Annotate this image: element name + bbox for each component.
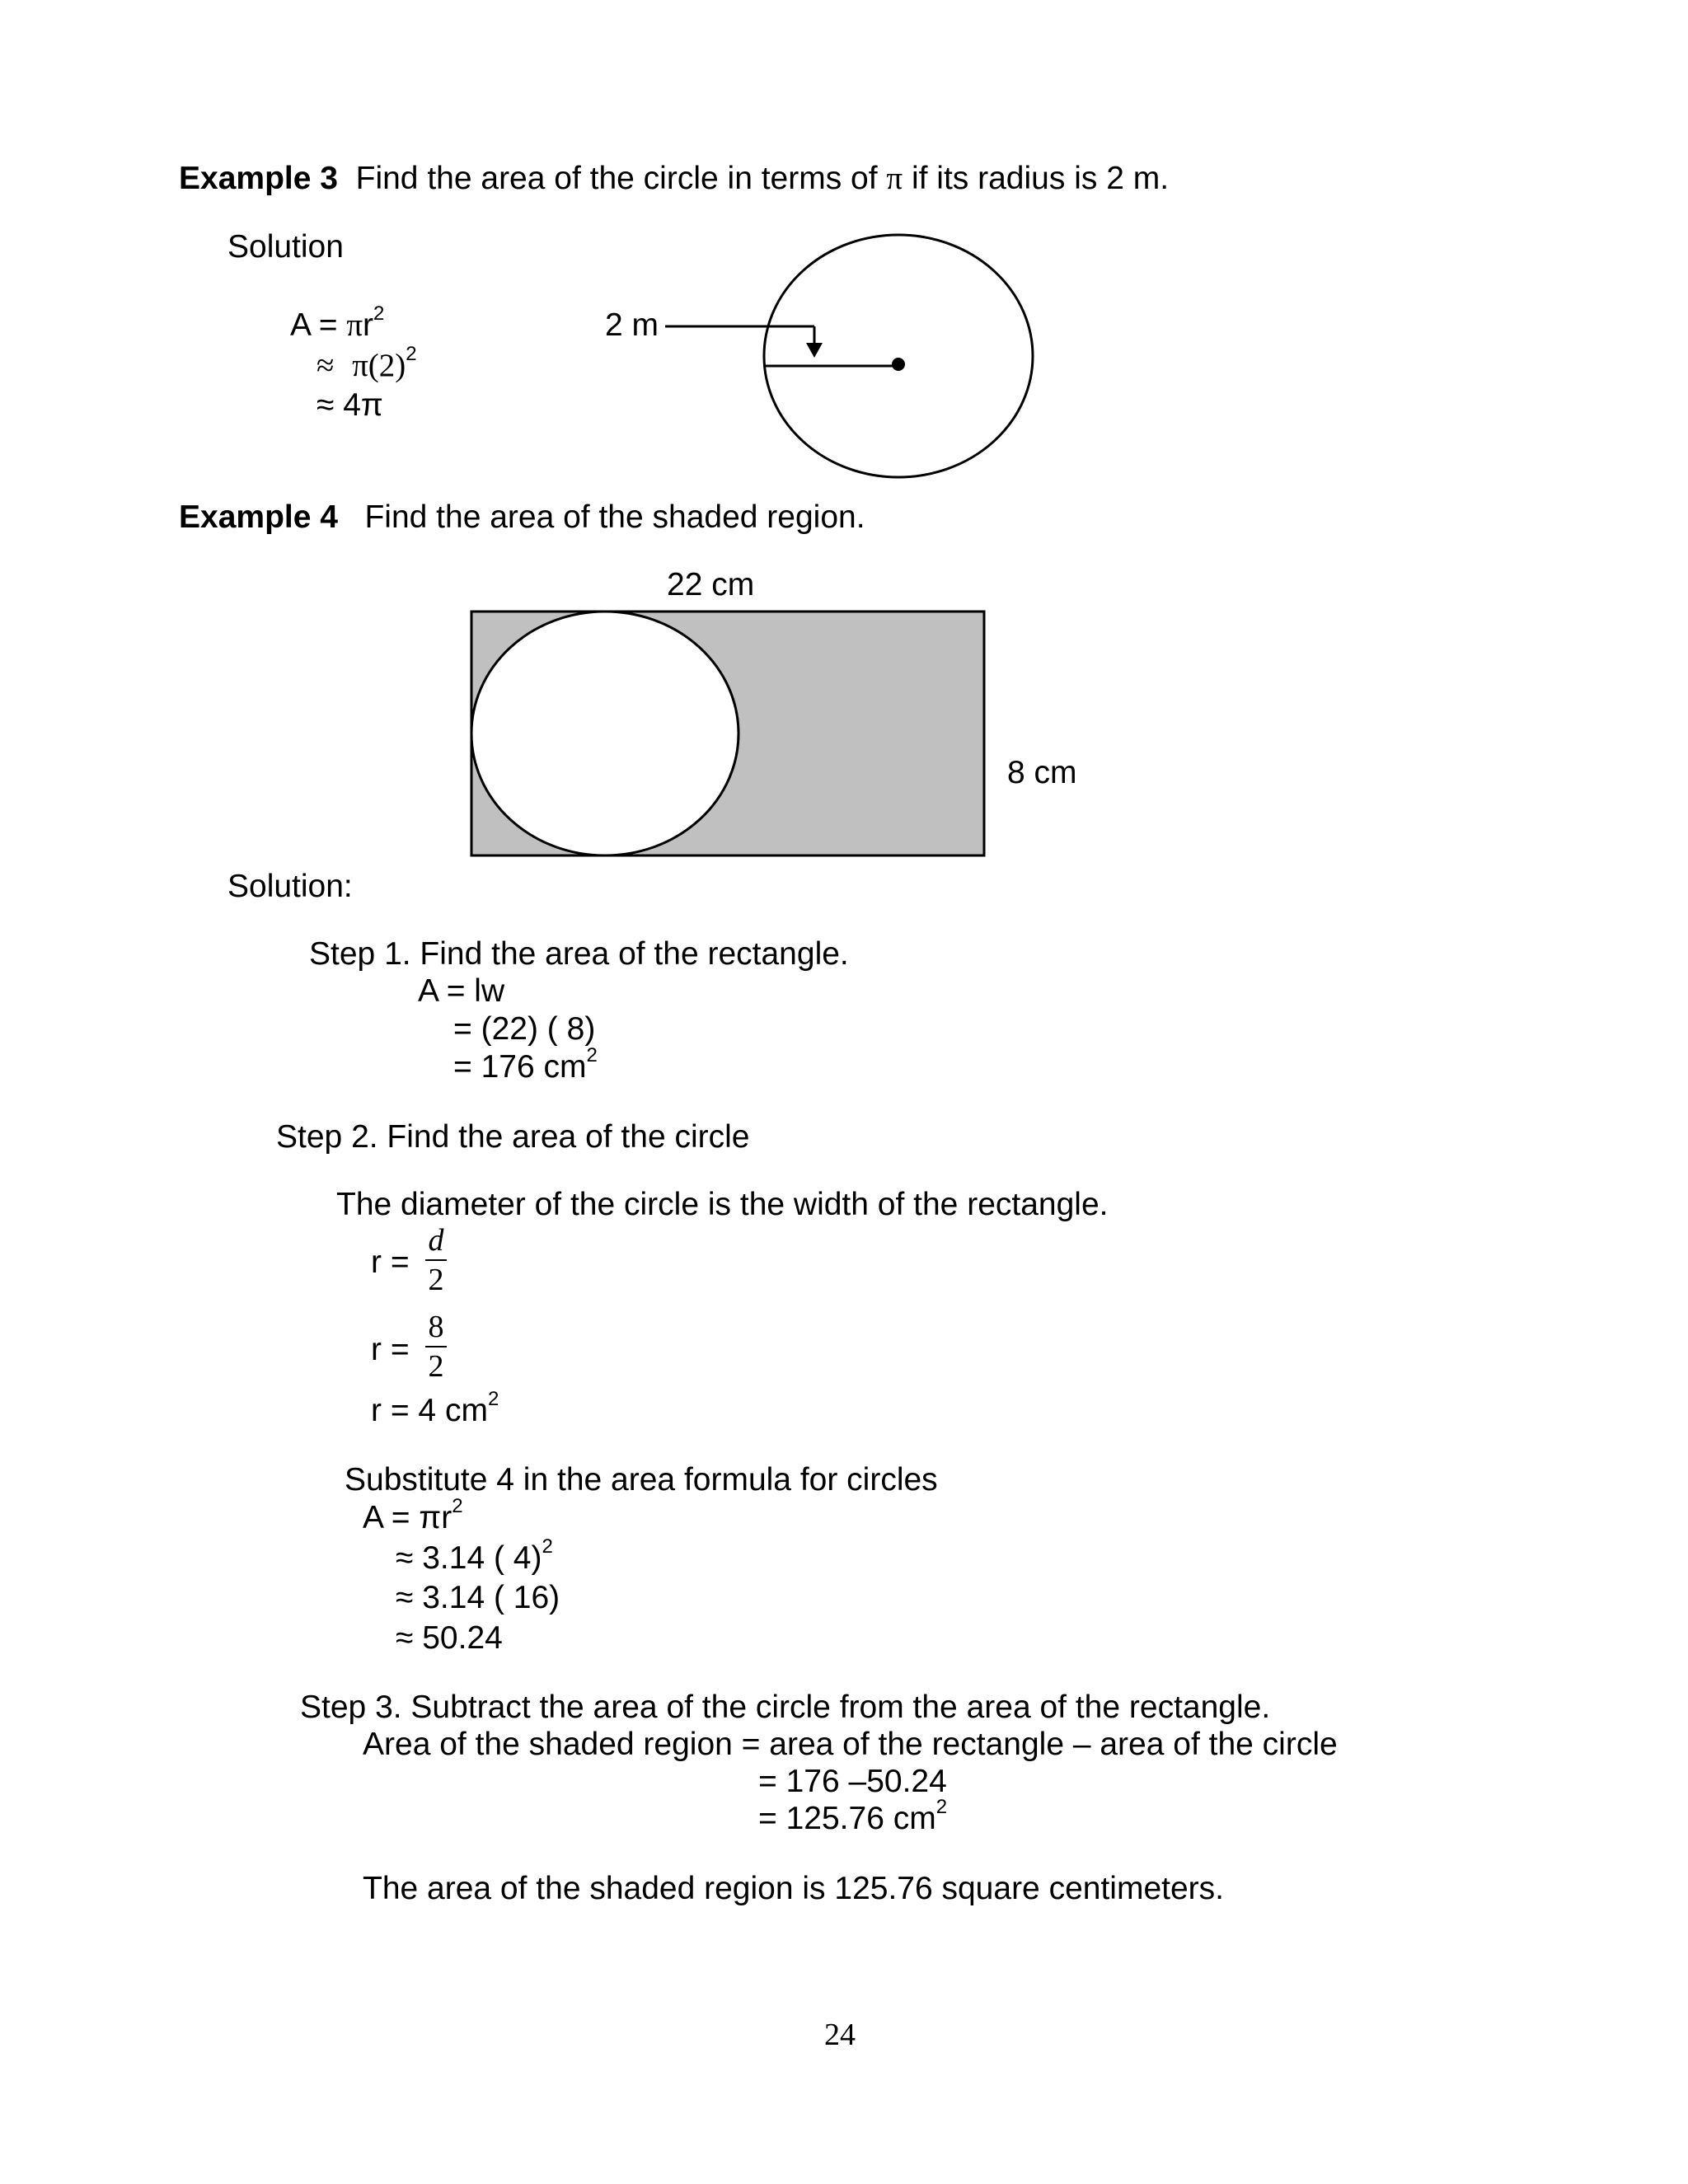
circle-outline <box>764 235 1033 477</box>
fraction-denominator: 2 <box>428 1349 444 1384</box>
example3-label: Example 3 <box>179 161 338 196</box>
step3-title: Step 3. Subtract the area of the circle from the area of the rectangle. <box>300 1690 1271 1725</box>
page-number: 24 <box>824 2018 856 2052</box>
radius-equation-1-lhs: r = <box>371 1244 410 1280</box>
circle-area-line3: ≈ 3.14 ( 16) <box>396 1580 560 1615</box>
example3-circle-diagram <box>665 235 1033 477</box>
substitute-text: Substitute 4 in the area formula for circles <box>345 1462 938 1497</box>
step1-line3: = 176 $cm^2$ <box>453 1044 598 1085</box>
circle-area-line4: ≈ 50.24 <box>396 1620 503 1656</box>
example4-solution-label: Solution: <box>227 869 353 904</box>
example3-radius-label: 2 m <box>605 307 659 343</box>
step3-line1: Area of the shaded region = area of the rectangle – area of the circle <box>363 1727 1338 1762</box>
example4-shaded-diagram <box>471 612 984 855</box>
step1-line1: A = lw <box>418 973 505 1009</box>
example3-prompt-a: Find the area of the circle in terms of <box>355 161 887 196</box>
step3-line3: = 125.76 $cm^2$ <box>758 1796 948 1836</box>
example3-area-substitution: ≈ $\pi(2)^2$ <box>316 343 417 383</box>
example3-area-result: ≈ 4π <box>316 387 383 423</box>
example4-label: Example 4 <box>179 499 338 535</box>
radius-result: r = 4 $cm^2$ <box>371 1388 499 1428</box>
example3-solution-label: Solution <box>227 229 344 265</box>
example3-prompt-b: if its radius is 2 m. <box>903 161 1170 196</box>
fraction-numerator: d <box>428 1223 444 1258</box>
fraction-denominator: 2 <box>428 1263 444 1297</box>
circle-area-line2: ≈ 3.14 ( 4)$^2$ <box>396 1535 553 1576</box>
center-dot <box>892 358 905 371</box>
rectangle-width-label: 22 cm <box>667 567 755 602</box>
step1-line2: = (22) ( 8) <box>453 1011 596 1047</box>
conclusion: The area of the shaded region is 125.76 square centimeters. <box>363 1871 1224 1906</box>
radius-equation-2-lhs: r = <box>371 1332 410 1367</box>
example3-area-formula: $A = \pi r^2$ <box>290 302 385 343</box>
example4-prompt: Find the area of the shaded region. <box>364 499 865 535</box>
pi-symbol: π <box>886 161 903 196</box>
step2-note: The diameter of the circle is the width of the rectangle. <box>336 1187 1109 1222</box>
step1-title: Step 1. Find the area of the rectangle. <box>309 936 849 972</box>
fraction-numerator: 8 <box>428 1310 444 1344</box>
step2-title: Step 2. Find the area of the circle <box>276 1119 750 1155</box>
circle-area-line1: $A = \pi r^2$ <box>363 1495 463 1535</box>
step3-line2: = 176 –50.24 <box>758 1764 947 1799</box>
unshaded-circle <box>471 612 738 855</box>
rectangle-height-label: 8 cm <box>1007 755 1077 790</box>
